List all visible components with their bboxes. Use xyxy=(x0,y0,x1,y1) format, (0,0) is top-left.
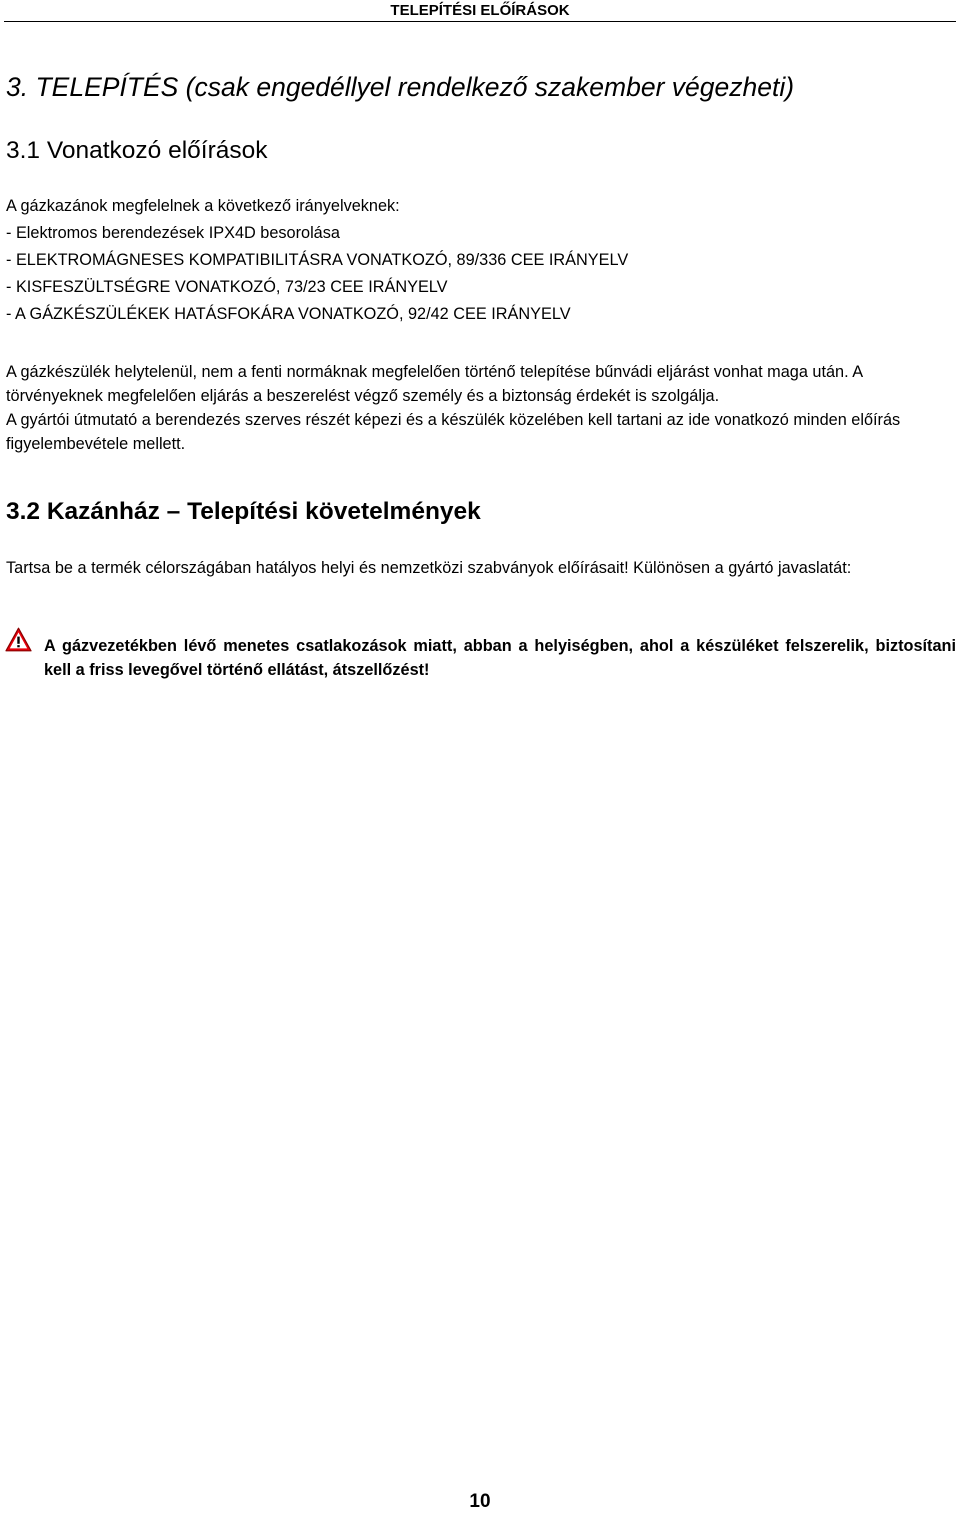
legal-paragraph: A gázkészülék helytelenül, nem a fenti normáknak megfelelően történő telepítése bűnvádi eljárást vonhat maga után. A törvényeknek megfelelően eljárás a beszerelést végző személy és a biztonság érdekét is szolgálja. xyxy=(6,363,863,405)
chapter-title: 3. TELEPÍTÉS (csak engedéllyel rendelkező szakember végezheti) xyxy=(6,72,795,102)
running-header: TELEPÍTÉSI ELŐÍRÁSOK xyxy=(390,2,570,19)
header-divider xyxy=(4,21,956,22)
manual-paragraph: A gyártói útmutató a berendezés szerves részét képezi és a készülék közelében kell tartani az ide vonatkozó minden előírás figyelembevétele mellett. xyxy=(6,411,901,453)
warning-triangle-icon xyxy=(5,627,32,652)
directives-intro: A gázkazánok megfelelnek a következő irányelveknek: xyxy=(6,197,400,215)
standards-paragraph: Tartsa be a termék célországában hatályos helyi és nemzetközi szabványok előírásait! Különösen a gyártó javaslatát: xyxy=(6,559,852,577)
directive-item: - Elektromos berendezések IPX4D besorolása xyxy=(6,224,340,242)
directive-item: - KISFESZÜLTSÉGRE VONATKOZÓ, 73/23 CEE IRÁNYELV xyxy=(6,278,448,296)
directives-block xyxy=(6,193,956,328)
page-number: 10 xyxy=(469,1491,491,1512)
directive-item: - ELEKTROMÁGNESES KOMPATIBILITÁSRA VONATKOZÓ, 89/336 CEE IRÁNYELV xyxy=(6,251,629,269)
warning-text: A gázvezetékben lévő menetes csatlakozások miatt, abban a helyiségben, ahol a készüléket felszerelik, biztosítani kell a friss levegővel történő ellátást, átszellőzést! xyxy=(44,637,956,679)
section-title-3-2: 3.2 Kazánház – Telepítési követelmények xyxy=(6,498,481,525)
section-title-3-1: 3.1 Vonatkozó előírások xyxy=(6,137,268,164)
directive-item: - A GÁZKÉSZÜLÉKEK HATÁSFOKÁRA VONATKOZÓ, 92/42 CEE IRÁNYELV xyxy=(6,305,571,323)
